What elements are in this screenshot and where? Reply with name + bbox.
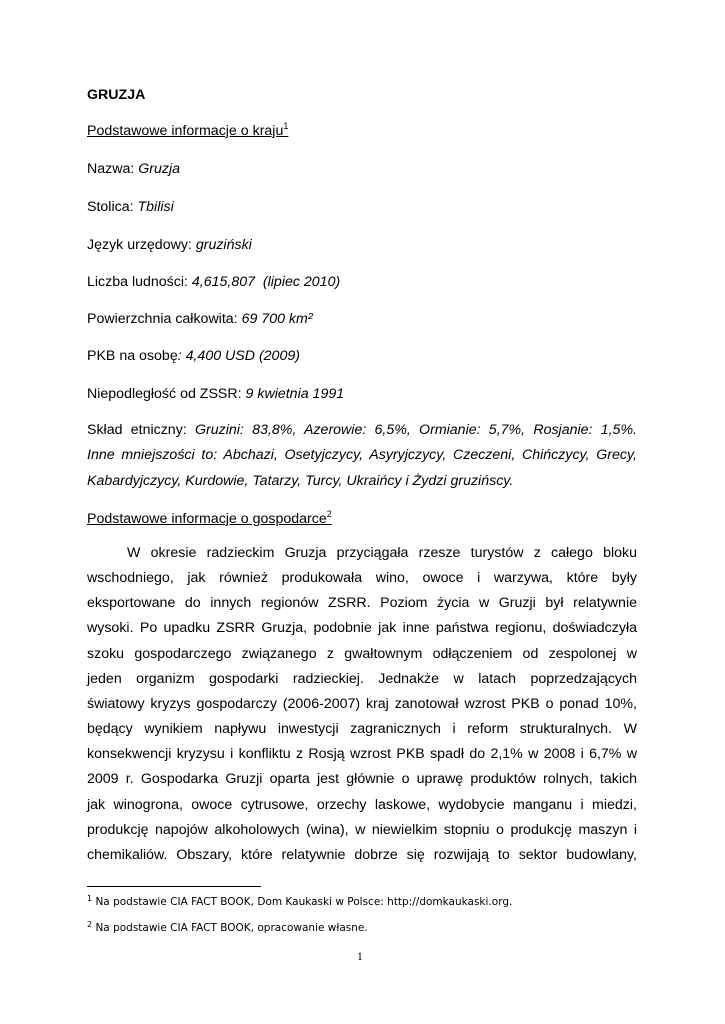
section-heading-economy: Podstawowe informacje o gospodarce$^2$ bbox=[87, 509, 332, 527]
paragraph-line: eksportowane do innych regionów ZSRR. Poziom życia w Gruzji był relatywnie bbox=[87, 595, 637, 611]
footnote-ref: 2 bbox=[326, 509, 332, 519]
fact-row: Nazwa: Gruzja bbox=[87, 161, 181, 177]
paragraph-line: jak winogrona, owoce cytrusowe, orzechy laskowe, wydobycie manganu i miedzi, bbox=[87, 797, 637, 813]
fact-row: Język urzędowy: gruziński bbox=[87, 237, 252, 253]
footnote-2: $^2$ Na podstawie CIA FACT BOOK, opracowanie własne. bbox=[87, 920, 368, 934]
fact-row: PKB na osobę: 4,400 USD (2009) bbox=[87, 348, 300, 364]
page-number: 1 bbox=[357, 951, 363, 963]
paragraph-line: W okresie radzieckim Gruzja przyciągała rzesze turystów z całego bloku bbox=[127, 545, 637, 561]
paragraph-line: konsekwencji kryzysu i konfliktu z Rosją wzrost PKB spadł do 2,1% w 2008 i 6,7% w bbox=[87, 746, 637, 762]
ethnic-line: Inne mniejszości to: Abchazi, Osetyjczycy, Asyryjczycy, Czeczeni, Chińczycy, Grecy, bbox=[87, 447, 637, 463]
footnote-ref: 1 bbox=[283, 121, 289, 131]
fact-row: Liczba ludności: 4,615,807 (lipiec 2010) bbox=[87, 274, 341, 290]
ethnic-line: Skład etniczny: Gruzini: 83,8%, Azerowie: 6,5%, Ormianie: 5,7%, Rosjanie: 1,5%. bbox=[87, 422, 637, 438]
fact-row: Niepodległość od ZSSR: 9 kwietnia 1991 bbox=[87, 386, 345, 402]
paragraph-line: wschodniego, jak również produkowała wino, owoce i warzywa, które były bbox=[87, 570, 637, 586]
paragraph-line: szoku gospodarczego związanego z gwałtownym odłączeniem od zespolonej w bbox=[87, 646, 637, 662]
fact-row: Powierzchnia całkowita: 69 700 km² bbox=[87, 311, 313, 327]
section-heading-country: Podstawowe informacje o kraju$^1$ bbox=[87, 121, 289, 139]
document-title: GRUZJA bbox=[87, 87, 146, 103]
paragraph-line: jeden organizm gospodarki radzieckiej. Jednakże w latach poprzedzających bbox=[87, 671, 637, 687]
paragraph-line: produkcję napojów alkoholowych (wina), w niewielkim stopniu o produkcję maszyn i bbox=[87, 822, 637, 838]
footnote-1: $^1$ Na podstawie CIA FACT BOOK, Dom Kaukaski w Polsce: http://domkaukaski.org. bbox=[87, 894, 513, 908]
paragraph-line: 2009 r. Gospodarka Gruzji oparta jest głównie o uprawę produktów rolnych, takich bbox=[87, 771, 637, 787]
fact-row: Stolica: Tbilisi bbox=[87, 199, 174, 215]
paragraph-line: wysoki. Po upadku ZSRR Gruzja, podobnie jak inne państwa regionu, doświadczyła bbox=[87, 620, 637, 636]
paragraph-line: będący wynikiem napływu inwestycji zagranicznych i reform strukturalnych. W bbox=[87, 721, 637, 737]
ethnic-line: Kabardyjczycy, Kurdowie, Tatarzy, Turcy, Ukraińcy i Żydzi gruzińscy. bbox=[87, 473, 514, 489]
footnote-separator bbox=[87, 886, 261, 887]
paragraph-line: chemikaliów. Obszary, które relatywnie dobrze się rozwijają to sektor budowlany, bbox=[87, 847, 637, 863]
paragraph-line: światowy kryzys gospodarczy (2006-2007) kraj zanotował wzrost PKB o ponad 10%, bbox=[87, 696, 637, 712]
